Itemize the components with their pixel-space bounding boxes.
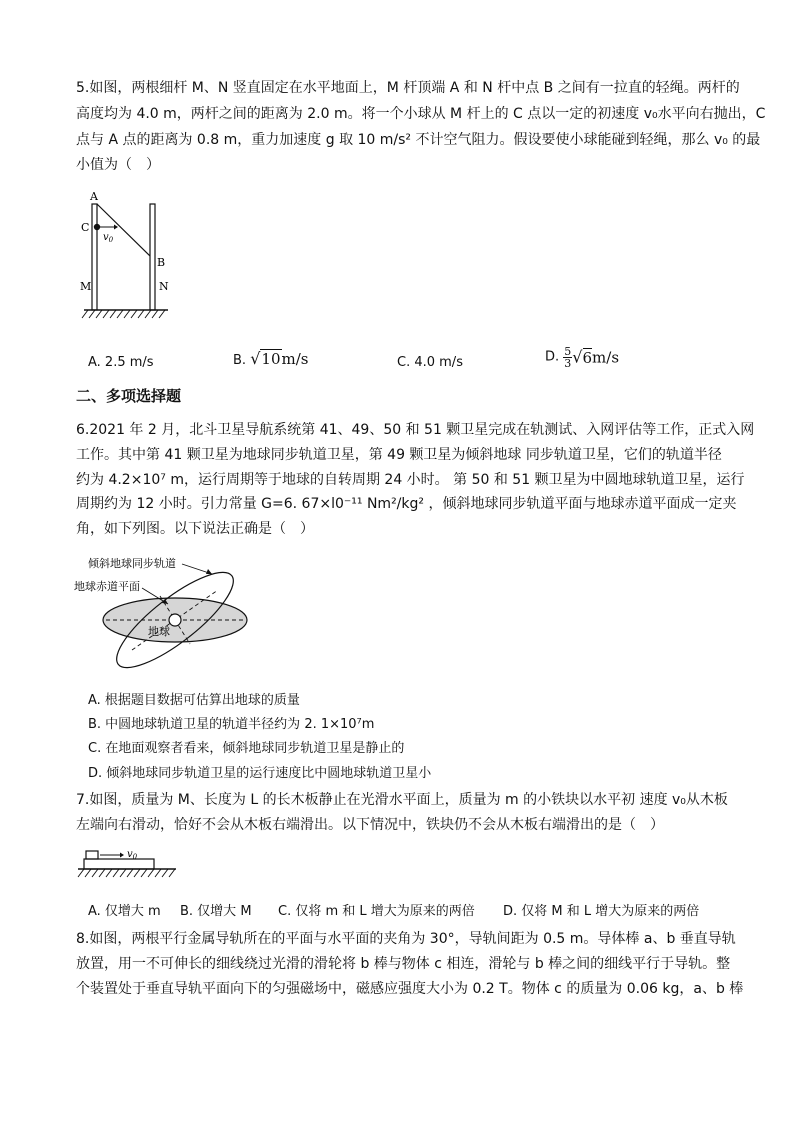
q5-line-3: 点与 A 点的距离为 0.8 m，重力加速度 g 取 10 m/s² 不计空气阻力。假设要使小球能碰到轻绳，那么 v₀ 的最 [76, 132, 761, 148]
q6-line-3: 约为 4.2×10⁷ m，运行周期等于地球的自转周期 24 小时。 第 50 和 51 颗卫星为中圆地球轨道卫星，运行 [76, 472, 745, 488]
q6-line-1: 6.2021 年 2 月，北斗卫星导航系统第 41、49、50 和 51 颗卫星完成在轨测试、入网评估等工作，正式入网 [76, 422, 755, 438]
q7-option-c: C. 仅将 m 和 L 增大为原来的两倍 [278, 904, 475, 919]
label-v: $v_0$ [103, 232, 114, 244]
q7-option-b: B. 仅增大 M [180, 904, 252, 919]
q7-option-d: D. 仅将 M 和 L 增大为原来的两倍 [503, 904, 700, 919]
q5-option-c: C. 4.0 m/s [397, 355, 463, 370]
q6-line-5: 角，如下列图。以下说法正确是（ ） [76, 521, 314, 537]
q6-line-4: 周期约为 12 小时。引力常量 G=6. 67×l0⁻¹¹ Nm²/kg² ，倾斜地球同步轨道平面与地球赤道平面成一定夹 [76, 496, 737, 512]
q6-figure-orbits [72, 552, 272, 672]
q8-line-3: 个装置处于垂直导轨平面向下的匀强磁场中，磁感应强度大小为 0.2 T。物体 c 的质量为 0.06 kg，a、b 棒 [76, 981, 744, 997]
ground-hatching [82, 310, 165, 318]
velocity-arrowhead [114, 225, 118, 230]
q6-option-a: A. 根据题目数据可估算出地球的质量 [88, 693, 300, 708]
q7-option-a: A. 仅增大 m [88, 904, 161, 919]
block-velocity-arrowhead [120, 853, 124, 858]
iron-block [86, 851, 98, 859]
q5-line-2: 高度均为 4.0 m，两杆之间的距离为 2.0 m。将一个小球从 M 杆上的 C 点以一定的初速度 v₀水平向右抛出，C [76, 106, 766, 122]
label-a: A [90, 190, 98, 203]
q8-line-1: 8.如图，两根平行金属导轨所在的平面与水平面的夹角为 30°，导轨间距为 0.5 m。导体棒 a、b 垂直导轨 [76, 931, 736, 947]
pointer-inclined-head [206, 569, 212, 574]
q5-option-a: A. 2.5 m/s [88, 355, 154, 370]
label-equatorial-plane: 地球赤道平面 [74, 580, 140, 593]
label-n: N [159, 280, 169, 293]
label-b: B [157, 256, 166, 269]
q5-line-4: 小值为（ ） [76, 157, 160, 173]
ball-c [94, 224, 100, 230]
q6-option-b: B. 中圆地球轨道卫星的轨道半径约为 2. 1×10⁷m [88, 717, 375, 732]
q7-line-2: 左端向右滑动，恰好不会从木板右端滑出。以下情况中，铁块仍不会从木板右端滑出的是（ ） [76, 817, 664, 833]
earth [169, 614, 181, 626]
q5-option-d: D. $\frac{5}{3}$ √6m/s [545, 345, 620, 370]
q5-line-1: 5.如图，两根细杆 M、N 竖直固定在水平地面上，M 杆顶端 A 和 N 杆中点 B 之间有一拉直的轻绳。两杆的 [76, 80, 740, 96]
label-v0: $v_0$ [127, 849, 138, 861]
label-earth: 地球 [148, 625, 170, 638]
long-board [84, 859, 154, 869]
q6-option-c: C. 在地面观察者看来，倾斜地球同步轨道卫星是静止的 [88, 741, 405, 756]
section-heading: 二、多项选择题 [76, 387, 182, 405]
q7-line-1: 7.如图，质量为 M、长度为 L 的长木板静止在光滑水平面上，质量为 m 的小铁块以水平初 速度 v₀从木板 [76, 792, 728, 808]
label-c: C [81, 221, 90, 234]
label-m: M [80, 280, 92, 293]
q5-figure-rods [76, 190, 186, 325]
rope-ab [97, 204, 150, 256]
q5-option-b: B. √10m/s [233, 349, 309, 368]
rod-m [92, 204, 97, 310]
floor-hatching [78, 869, 175, 877]
rod-n [150, 204, 155, 310]
q8-line-2: 放置，用一不可伸长的细线绕过光滑的滑轮将 b 棒与物体 c 相连，滑轮与 b 棒之间的细线平行于导轨。整 [76, 956, 731, 972]
q7-figure-board [76, 843, 186, 887]
label-inclined-orbit: 倾斜地球同步轨道 [88, 557, 176, 570]
q6-option-d: D. 倾斜地球同步轨道卫星的运行速度比中圆地球轨道卫星小 [88, 766, 432, 781]
q6-line-2: 工作。其中第 41 颗卫星为地球同步轨道卫星，第 49 颗卫星为倾斜地球 同步轨道卫星，它们的轨道半径 [76, 447, 722, 463]
